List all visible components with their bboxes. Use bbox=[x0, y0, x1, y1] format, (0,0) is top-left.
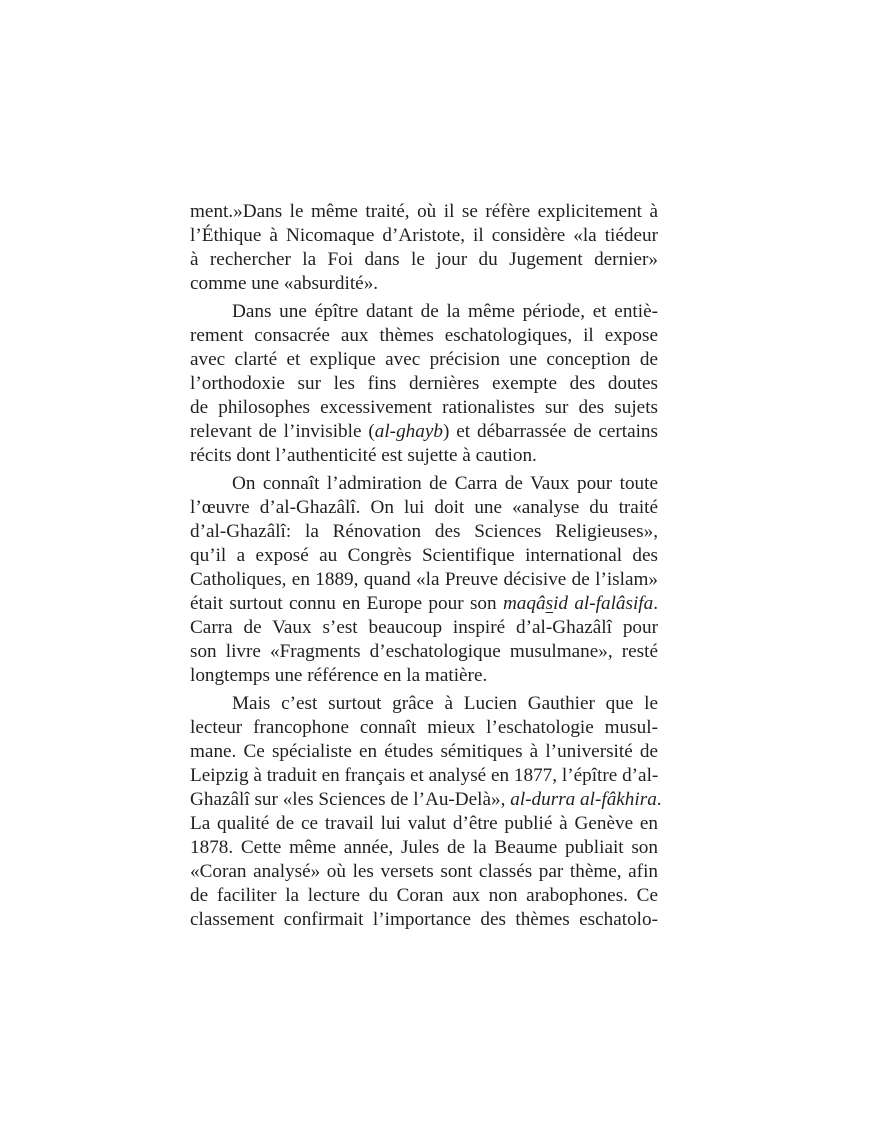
text-line: lecteur francophone connaît mieux l’eschatologie musul- bbox=[190, 717, 658, 738]
text-line: Dans une épître datant de la même période, et entiè- bbox=[232, 301, 658, 322]
text-line bbox=[190, 592, 658, 616]
italic-term bbox=[503, 593, 653, 614]
text-line: l’Éthique à Nicomaque d’Aristote, il considère «la tiédeur bbox=[190, 225, 658, 246]
italic-term: al-ghayb bbox=[374, 421, 443, 442]
text-fragment: . bbox=[656, 789, 662, 810]
text-fragment: . bbox=[653, 593, 659, 614]
text-line: comme une «absurdité». bbox=[190, 273, 379, 294]
text-line: longtemps une référence en la matière. bbox=[190, 665, 488, 686]
text-line: l’œuvre d’al-Ghazâlî. On lui doit une «analyse du traité bbox=[190, 497, 658, 518]
text-line: La qualité de ce travail lui valut d’être publié à Genève en bbox=[190, 813, 658, 834]
text-line: «Coran analysé» où les versets sont classés par thème, afin bbox=[190, 861, 658, 882]
text-line: Catholiques, en 1889, quand «la Preuve décisive de l’islam» bbox=[190, 569, 658, 590]
text-line: de faciliter la lecture du Coran aux non arabophones. Ce bbox=[190, 885, 658, 906]
text-fragment: était surtout connu en Europe pour son bbox=[190, 593, 503, 614]
text-line: On connaît l’admiration de Carra de Vaux pour toute bbox=[232, 473, 658, 494]
italic-fragment: id al-falâsifa bbox=[553, 593, 654, 614]
text-line: ment.»Dans le même traité, où il se réfère explicitement à bbox=[190, 201, 658, 222]
paragraph-1 bbox=[190, 200, 658, 296]
text-line: 1878. Cette même année, Jules de la Beaume publiait son bbox=[190, 837, 658, 858]
text-line: son livre «Fragments d’eschatologique musulmane», resté bbox=[190, 641, 658, 662]
italic-term: al-durra al-fâkhira bbox=[510, 789, 657, 810]
text-line bbox=[190, 420, 658, 444]
text-line: classement confirmait l’importance des thèmes eschatolo- bbox=[190, 909, 658, 930]
text-line: mane. Ce spécialiste en études sémitiques à l’université de bbox=[190, 741, 658, 762]
text-line: de philosophes excessivement rationalistes sur des sujets bbox=[190, 397, 658, 418]
text-line: qu’il a exposé au Congrès Scientifique international des bbox=[190, 545, 658, 566]
underlined-letter: s bbox=[545, 593, 554, 614]
text-fragment: ) et débarrassée de certains bbox=[442, 421, 658, 442]
italic-fragment: maqâ bbox=[502, 593, 546, 614]
text-fragment: relevant de l’invisible ( bbox=[190, 421, 375, 442]
text-line: Carra de Vaux s’est beaucoup inspiré d’al-Ghazâlî pour bbox=[190, 617, 658, 638]
paragraph-4 bbox=[190, 692, 662, 932]
text-line: récits dont l’authenticité est sujette à caution. bbox=[190, 445, 537, 466]
document-page bbox=[190, 200, 662, 936]
paragraph-2 bbox=[190, 300, 658, 468]
text-fragment: Ghazâlî sur «les Sciences de l’Au-Delà», bbox=[190, 789, 511, 810]
paragraph-3 bbox=[190, 472, 658, 688]
text-line: l’orthodoxie sur les fins dernières exempte des doutes bbox=[190, 373, 658, 394]
text-line: à rechercher la Foi dans le jour du Jugement dernier» bbox=[190, 249, 658, 270]
text-line: Mais c’est surtout grâce à Lucien Gauthier que le bbox=[232, 693, 658, 714]
text-line: d’al-Ghazâlî: la Rénovation des Sciences Religieuses», bbox=[190, 521, 658, 542]
text-line: avec clarté et explique avec précision une conception de bbox=[190, 349, 658, 370]
text-line: Leipzig à traduit en français et analysé en 1877, l’épître d’al- bbox=[190, 765, 659, 786]
text-line bbox=[190, 788, 662, 812]
text-line: rement consacrée aux thèmes eschatologiques, il expose bbox=[190, 325, 658, 346]
